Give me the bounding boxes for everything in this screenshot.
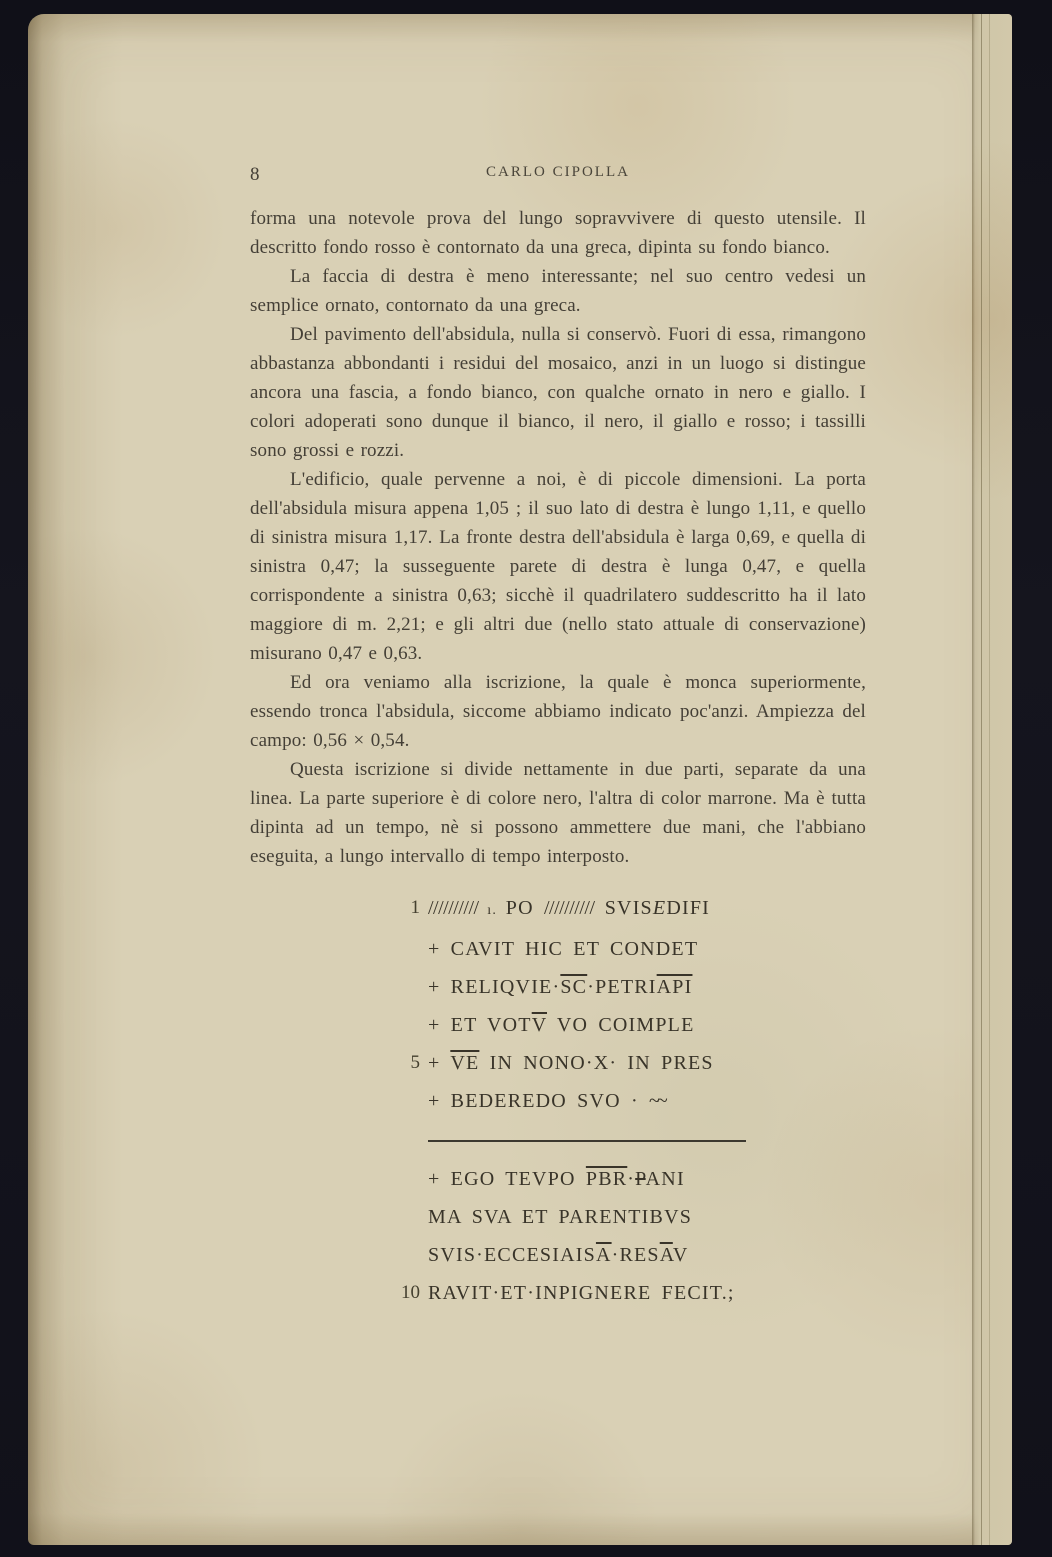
inscription-line-number: 10 xyxy=(401,1282,420,1303)
inscription-line-7 xyxy=(428,1160,866,1198)
running-header: CARLO CIPOLLA xyxy=(486,164,630,180)
body-paragraph: L'edificio, quale pervenne a noi, è di piccole dimensioni. La porta dell'absidula misura appena 1,05 ; il suo lato di destra è lungo 1,11, e quello di sinistra misura 1,17. La fronte destra dell'absidula è larga 0,69, e quella di sinistra 0,47; la susseguente parete di destra è lunga 0,47, e quella corrispondente a sinistra 0,63; sicchè il quadrilatero suddescritto ha il lato maggiore di m. 2,21; e gli altri due (nello stato attuale di conservazione) misurano 0,47 e 0,63. xyxy=(250,469,866,664)
inscription-separator-line xyxy=(428,1140,746,1142)
inscription-overlined-text: $\overline{A}$ xyxy=(595,1244,612,1266)
inscription-text: + xyxy=(428,1052,451,1074)
inscription-text: + ET VOT xyxy=(428,1014,532,1036)
inscription-text: ·PETRI xyxy=(587,976,657,998)
body-paragraph: La faccia di destra è meno interessante; nel suo centro vedesi un semplice ornato, contornato da una greca. xyxy=(250,266,866,316)
inscription-text: ·RES xyxy=(611,1244,660,1266)
inscription-line-8 xyxy=(428,1198,866,1236)
inscription-line-2 xyxy=(428,930,866,968)
inscription-text: + RELIQVIE· xyxy=(428,976,561,998)
hatching-marks: ////////// xyxy=(428,897,479,919)
inscription-text: + BEDEREDO SVO · xyxy=(428,1090,650,1112)
inscription-line-6 xyxy=(428,1082,866,1120)
squiggle-mark: ~~ xyxy=(649,1090,665,1112)
body-paragraph: Ed ora veniamo alla iscrizione, la quale è monca superiormente, essendo tronca l'absidula, siccome abbiamo indicato poc'anzi. Ampiezza del campo: 0,56 × 0,54. xyxy=(250,672,866,751)
inscription-overlined-text: $\overline{A}$ xyxy=(659,1244,673,1266)
inscription-line-4 xyxy=(428,1006,866,1044)
inscription-overlined-text: $\overline{PBR}$ xyxy=(585,1168,628,1190)
inscription-line-5 xyxy=(410,1044,866,1082)
inscription-text: MA SVA ET PARENTIBVS xyxy=(428,1206,693,1228)
inscription-overlined-text: $\overline{SC}$ xyxy=(560,976,588,998)
page-content xyxy=(250,164,866,1312)
inscription-transcription xyxy=(401,889,866,1312)
inscription-text: RAVIT·ET·INPIGNERE FECIT.; xyxy=(428,1282,735,1304)
inscription-text: + EGO TEVPO xyxy=(428,1168,586,1190)
body-text xyxy=(250,204,866,871)
inscription-text: SVIS xyxy=(594,897,653,919)
page-edge-strip xyxy=(972,14,1012,1545)
body-paragraph: Questa iscrizione si divide nettamente in due parti, separate da una linea. La parte superiore è di colore nero, l'altra di color marrone. Ma è tutta dipinta ad un tempo, nè si possono ammettere due mani, che l'abbiano eseguita, a lungo intervallo di tempo interposto. xyxy=(250,759,866,867)
inscription-overlined-text: $\overline{V}$ xyxy=(531,1014,547,1036)
inscription-line-9 xyxy=(428,1236,866,1274)
inscription-text: · xyxy=(627,1168,636,1190)
body-paragraph: Del pavimento dell'absidula, nulla si conservò. Fuori di essa, rimangono abbastanza abbondanti i residui del mosaico, anzi in un luogo si distingue ancora una fascia, a fondo bianco, con qualche ornato in nero e giallo. I colori adoperati sono dunque il bianco, il nero, il giallo e rosso; i tassilli sono grossi e rozzi. xyxy=(250,324,866,461)
inscription-text: + CAVIT HIC ET CONDET xyxy=(428,938,699,960)
inscription-overlined-text: $\overline{API}$ xyxy=(656,976,693,998)
inscription-line-number: 1 xyxy=(410,897,420,918)
inscription-text: SVIS·ECCESIAIS xyxy=(428,1244,596,1266)
page-header xyxy=(250,164,866,188)
inscription-text: V xyxy=(672,1244,689,1266)
inscription-text: DIFI xyxy=(666,897,710,919)
page-number: 8 xyxy=(250,164,260,185)
page-edge-line-inner xyxy=(989,14,990,1545)
inscription-overlined-text: $\overline{VE}$ xyxy=(450,1052,480,1074)
inscription-struck-letter: P xyxy=(635,1168,646,1190)
inscription-text: PO xyxy=(505,897,544,919)
book-page xyxy=(28,14,1012,1545)
inscription-text: VO COIMPLE xyxy=(547,1014,695,1036)
inscription-line-3 xyxy=(428,968,866,1006)
hatching-marks: ////////// xyxy=(543,897,595,919)
page-edge-line xyxy=(981,14,982,1545)
inscription-line-10 xyxy=(401,1274,866,1312)
inscription-text: ANI xyxy=(645,1168,685,1190)
inscription-line-number: 5 xyxy=(410,1052,420,1073)
inscription-text: IN NONO·X· IN PRES xyxy=(479,1052,714,1074)
inscription-small-mark: ı. xyxy=(478,903,506,918)
inscription-italic-letter: E xyxy=(652,897,667,919)
inscription-line-1 xyxy=(410,889,866,930)
body-paragraph: forma una notevole prova del lungo sopravvivere di questo utensile. Il descritto fondo rosso è contornato da una greca, dipinta su fondo bianco. xyxy=(250,208,866,258)
